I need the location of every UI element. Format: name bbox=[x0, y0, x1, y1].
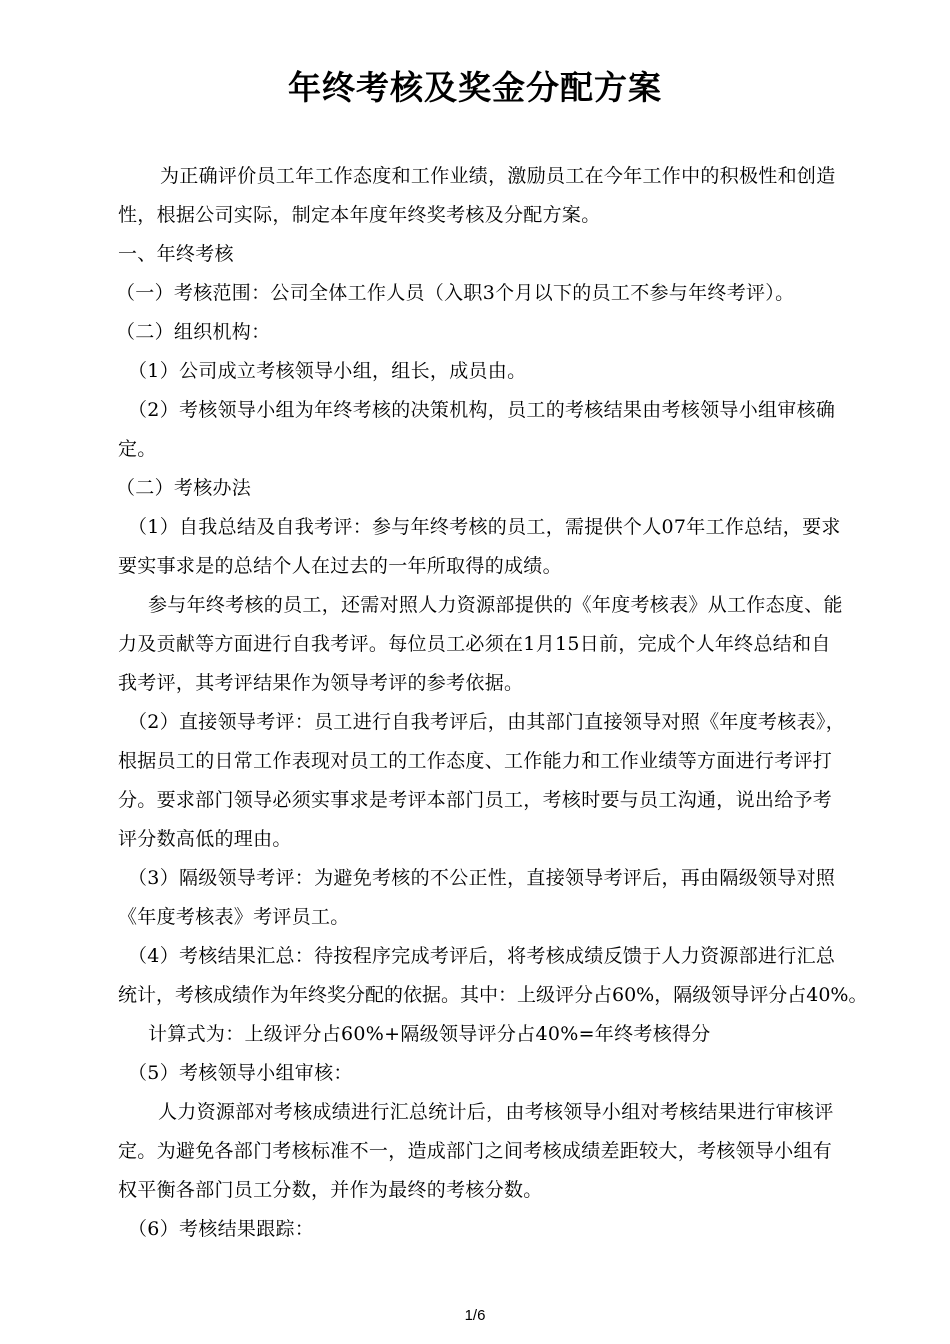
page-number: 1/6 bbox=[464, 1307, 486, 1324]
document-title: 年终考核及奖金分配方案 bbox=[288, 68, 662, 107]
paragraph-line: （5）考核领导小组审核： bbox=[128, 1062, 353, 1084]
paragraph-line: （4）考核结果汇总：待按程序完成考评后，将考核成绩反馈于人力资源部进行汇总 bbox=[128, 945, 836, 967]
paragraph-line: （6）考核结果跟踪： bbox=[128, 1218, 315, 1240]
paragraph-line: 力及贡献等方面进行自我考评。每位员工必须在1月15日前，完成个人年终总结和自 bbox=[118, 633, 831, 655]
paragraph-line: 分。要求部门领导必须实事求是考评本部门员工，考核时要与员工沟通，说出给予考 bbox=[118, 789, 833, 811]
section-heading: 一、年终考核 bbox=[118, 243, 234, 265]
paragraph-line: 统计，考核成绩作为年终奖分配的依据。其中：上级评分占60%，隔级领导评分占40%。 bbox=[118, 984, 868, 1006]
paragraph-line: 评分数高低的理由。 bbox=[118, 828, 292, 850]
paragraph-line: 我考评，其考评结果作为领导考评的参考依据。 bbox=[118, 672, 524, 694]
paragraph-line: 根据员工的日常工作表现对员工的工作态度、工作能力和工作业绩等方面进行考评打 bbox=[118, 750, 833, 772]
paragraph-line: 定。为避免各部门考核标准不一，造成部门之间考核成绩差距较大，考核领导小组有 bbox=[118, 1140, 833, 1162]
paragraph-line: （二）考核办法 bbox=[116, 477, 252, 499]
paragraph-line: 为正确评价员工年工作态度和工作业绩，激励员工在今年工作中的积极性和创造 bbox=[160, 165, 836, 187]
paragraph-line: 要实事求是的总结个人在过去的一年所取得的成绩。 bbox=[118, 555, 562, 577]
paragraph-line: 计算式为：上级评分占60%+隔级领导评分占40%=年终考核得分 bbox=[148, 1023, 711, 1045]
paragraph-line: （1）公司成立考核领导小组，组长，成员由。 bbox=[128, 360, 527, 382]
paragraph-line: 参与年终考核的员工，还需对照人力资源部提供的《年度考核表》从工作态度、能 bbox=[148, 594, 843, 616]
paragraph-line: （1）自我总结及自我考评：参与年终考核的员工，需提供个人07年工作总结，要求 bbox=[128, 516, 841, 538]
paragraph-line: （3）隔级领导考评：为避免考核的不公正性，直接领导考评后，再由隔级领导对照 bbox=[128, 867, 836, 889]
paragraph-line: 《年度考核表》考评员工。 bbox=[118, 906, 350, 928]
paragraph-line: 定。 bbox=[118, 438, 157, 460]
paragraph-line: 权平衡各部门员工分数，并作为最终的考核分数。 bbox=[118, 1179, 543, 1201]
paragraph-line: 性，根据公司实际，制定本年度年终奖考核及分配方案。 bbox=[118, 204, 601, 226]
paragraph-line: （一）考核范围：公司全体工作人员（入职3个月以下的员工不参与年终考评）。 bbox=[116, 282, 795, 304]
paragraph-line: （二）组织机构： bbox=[116, 321, 271, 343]
paragraph-line: （2）考核领导小组为年终考核的决策机构，员工的考核结果由考核领导小组审核确 bbox=[128, 399, 836, 421]
paragraph-line: （2）直接领导考评：员工进行自我考评后，由其部门直接领导对照《年度考核表》， bbox=[128, 711, 845, 733]
paragraph-line: 人力资源部对考核成绩进行汇总统计后，由考核领导小组对考核结果进行审核评 bbox=[158, 1101, 834, 1123]
